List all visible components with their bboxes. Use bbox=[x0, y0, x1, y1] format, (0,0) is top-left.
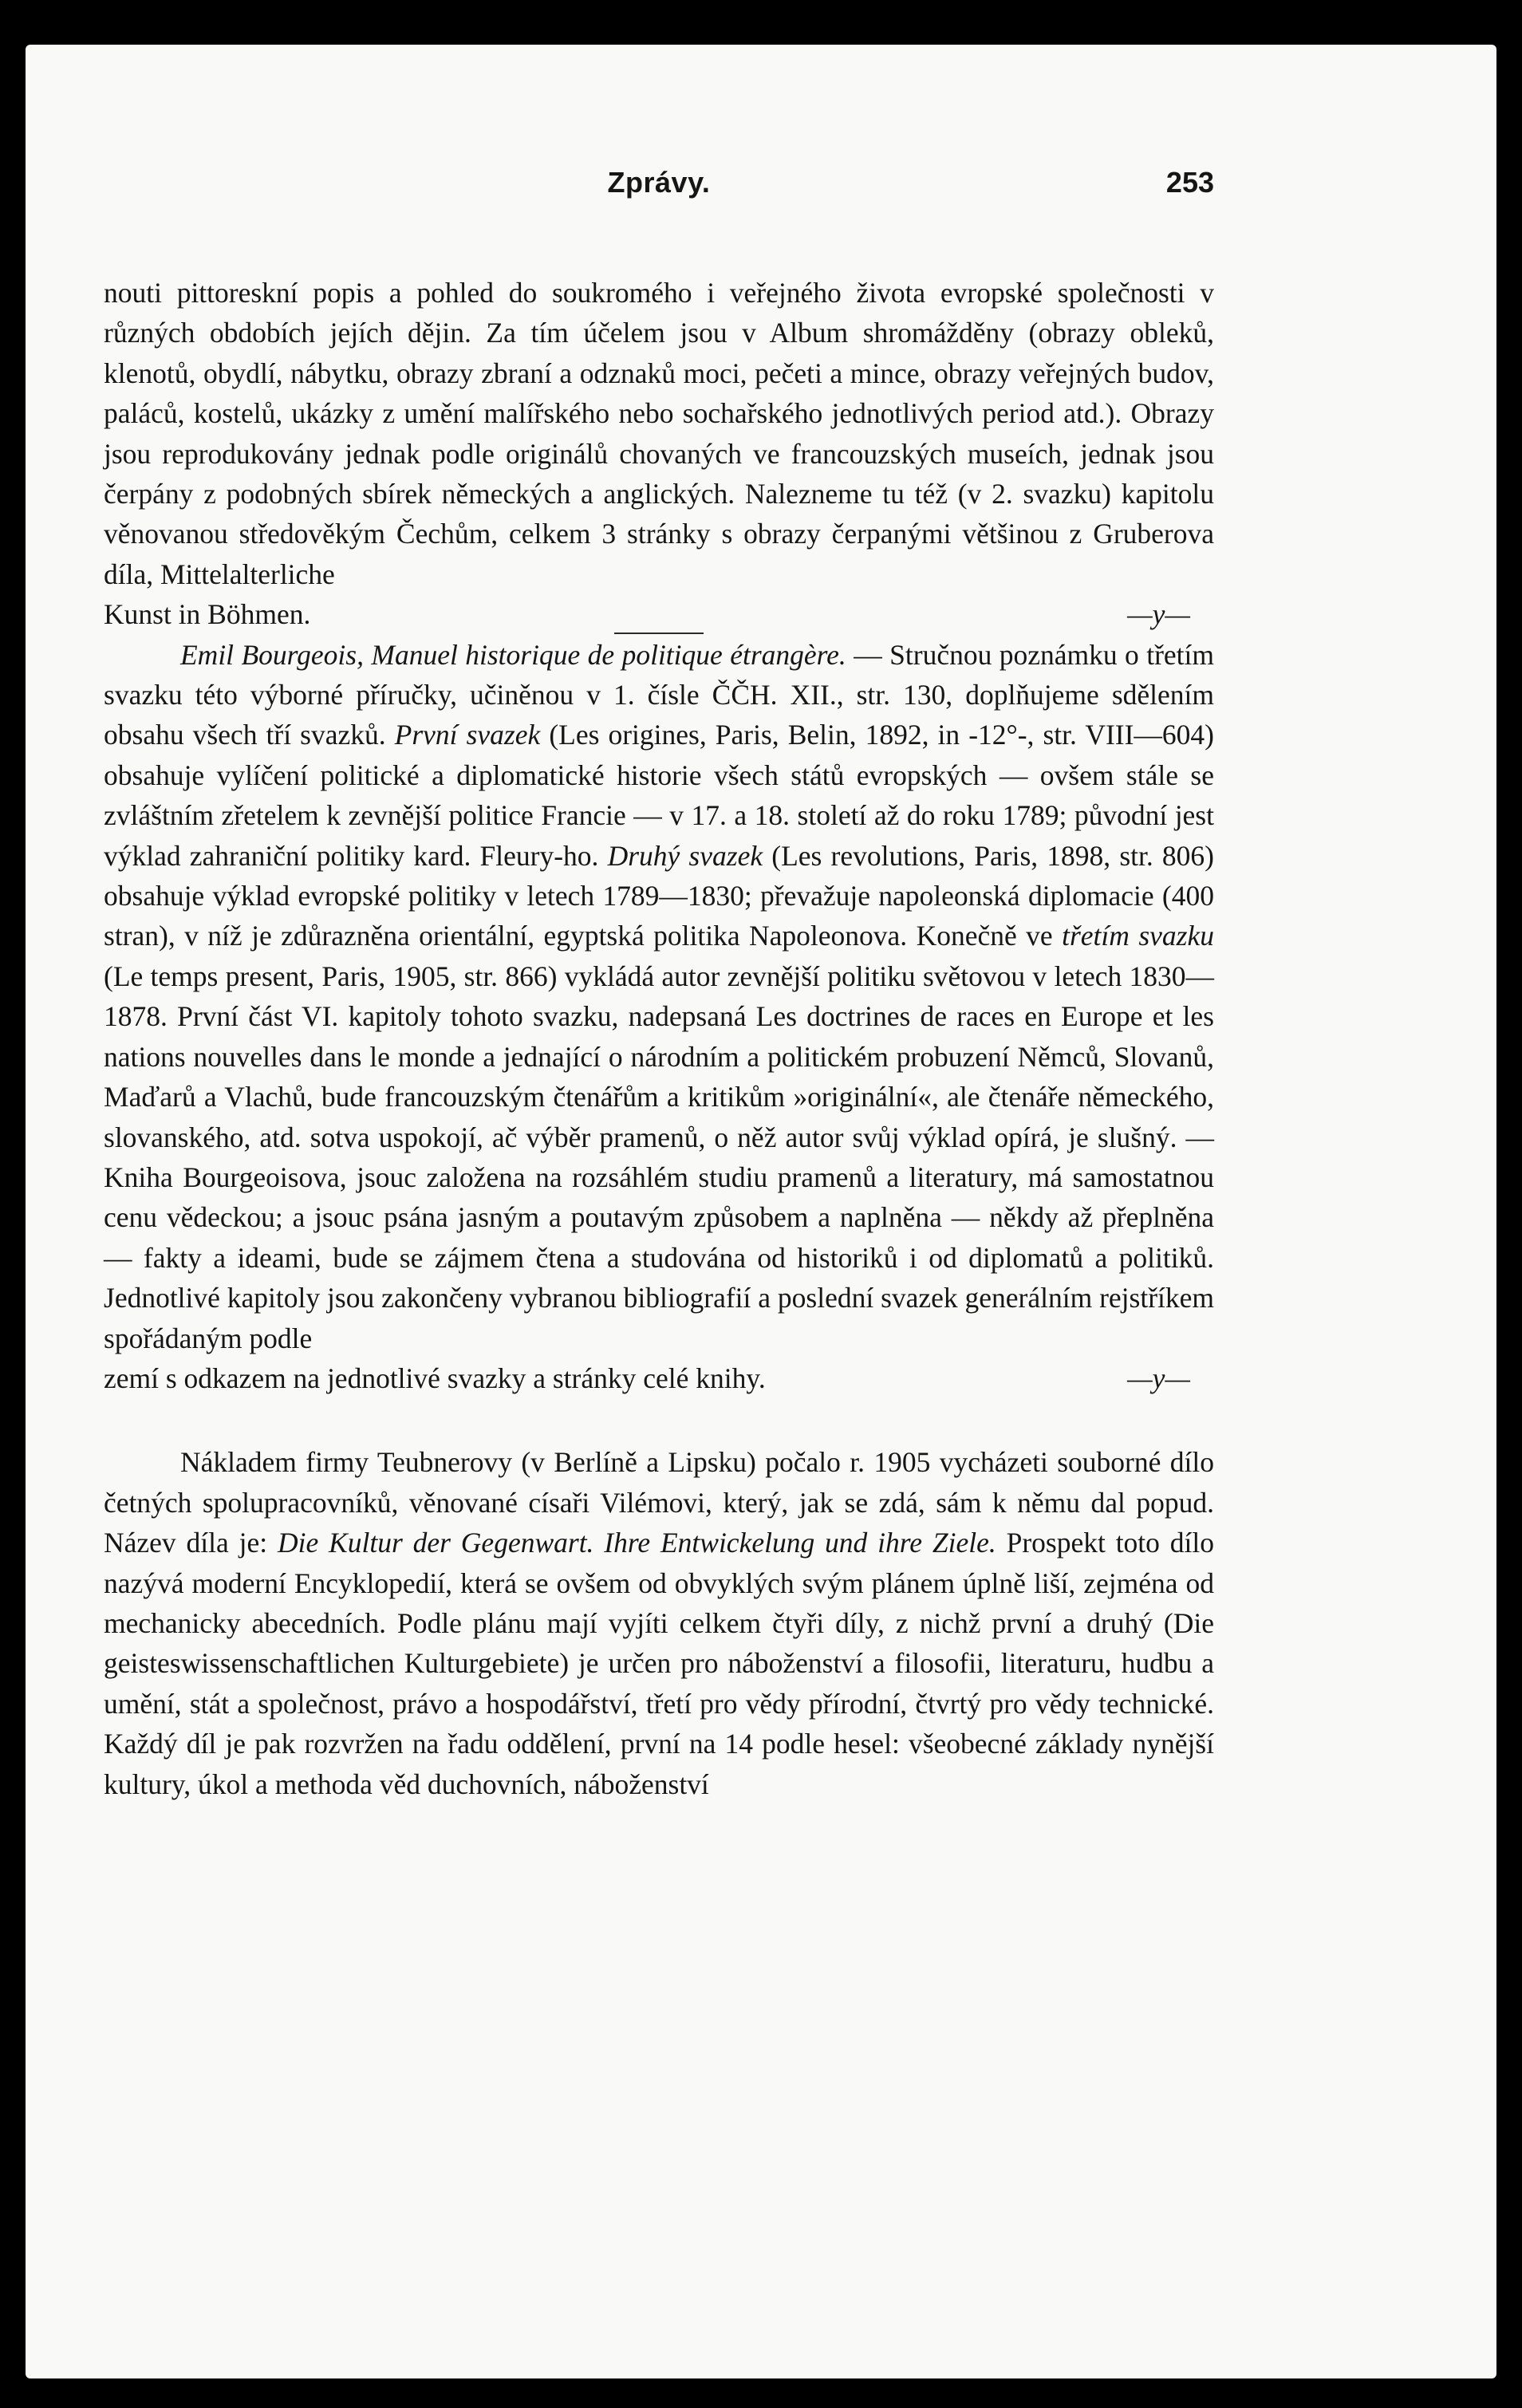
paragraph-last-line: Kunst in Böhmen. bbox=[104, 598, 311, 631]
review-text: (Les origines, Paris, Belin, 1892, in -12°-, str. VIII—604) obsahuje vylíčení politické a diplomatické historie všech států evropských — ovšem stále se zvláštním zřetelem k zevnější politice Francie — v 17. a 18. století až do roku 1789; původní jest výklad zahraniční politiky kard. Fleury-ho. bbox=[104, 719, 1214, 872]
review-paragraph bbox=[104, 1442, 1214, 1804]
review-book-title: Manuel historique de politique étrangère. bbox=[371, 638, 846, 671]
author-signature: —y— bbox=[1127, 598, 1190, 631]
continued-paragraph bbox=[104, 273, 1214, 635]
review-text: (Le temps present, Paris, 1905, str. 866) vykládá autor zevnější politiku světovou v letech 1830—1878. První část VI. kapitoly tohoto svazku, nadepsaná Les doctrines de races en Europe et les nations nouvelles dans le monde a jednající o národním a politickém probuzení Němců, Slovanů, Maďarů a Vlachů, bude francouzským čtenářům a kritikům »originální«, ale čtenáře německého, slovanského, atd. sotva uspokojí, ač výběr pramenů, o něž autor svůj výklad opírá, je slušný. — Kniha Bourgeoisova, jsouc založena na rozsáhlém studiu pramenů a literatury, má samostatnou cenu vědeckou; a jsouc psána jasným a poutavým způsobem a naplněna — někdy až přeplněna — fakty a ideami, bude se zájmem čtena a studována od historiků i od diplomatů a politiků. Jednotlivé kapitoly jsou zakončeny vybranou bibliografií a poslední svazek generálním rejstříkem spořádaným podle bbox=[104, 960, 1215, 1354]
review-author: Emil Bourgeois, bbox=[180, 638, 364, 671]
volume-two-label: Druhý svazek bbox=[607, 839, 763, 872]
review-paragraph bbox=[104, 635, 1214, 1358]
paragraph-last-line: zemí s odkazem na jednotlivé svazky a stránky celé knihy. bbox=[104, 1362, 766, 1394]
paragraph-text: nouti pittoreskní popis a pohled do soukromého i veřejného života evropské společnosti v různých obdobích jejích dějin. Za tím účelem jsou v Album shromážděny (obrazy obleků, klenotů, obydlí, nábytku, obrazy zbraní a odznaků moci, pečeti a mince, obrazy veřejných budov, paláců, kostelů, ukázky z umění malířského nebo sochařského jednotlivých period atd.). Obrazy jsou reprodukovány jednak podle originálů chovaných ve francouzských museích, jednak jsou čerpány z podobných sbírek německých a anglických. Nalezneme tu též (v 2. svazku) kapitolu věnovanou středověkým Čechům, celkem 3 stránky s obrazy čerpanými většinou z Gruberova díla, Mittelalterliche bbox=[104, 277, 1214, 590]
work-title: Die Kultur der Gegenwart. Ihre Entwickelung und ihre Ziele. bbox=[277, 1527, 996, 1559]
section-divider bbox=[614, 633, 704, 634]
running-head bbox=[104, 166, 1214, 222]
review-text: — Stručnou poznámku o třetím svazku této výborné příručky, učiněnou v 1. čísle ČČH. XII., str. 130, doplňujeme sdělením obsahu všech tří svazků. bbox=[104, 638, 1214, 751]
section-gap bbox=[104, 1398, 1214, 1442]
paragraph-ending bbox=[104, 594, 1214, 634]
paragraph-ending bbox=[104, 1358, 1214, 1398]
review-text: Prospekt toto dílo nazývá moderní Encyklopedií, která se ovšem od obvyklých svým plánem úplně liší, zejména od mechanicky abecedních. Podle plánu mají vyjíti celkem čtyři díly, z nichž první a druhý (Die geisteswissenschaftlichen Kulturgebiete) je určen pro náboženství a filosofii, literaturu, hudbu a umění, stát a společnost, právo a hospodářství, třetí pro vědy přírodní, čtvrtý pro vědy technické. Každý díl je pak rozvržen na řadu oddělení, první na 14 podle hesel: všeobecné základy nynější kultury, úkol a methoda věd duchovních, náboženství bbox=[104, 1527, 1215, 1800]
volume-one-label: První svazek bbox=[394, 719, 541, 751]
page-number: 253 bbox=[1165, 166, 1214, 199]
volume-three-label: třetím svazku bbox=[1062, 920, 1214, 952]
review-text: (Les revolutions, Paris, 1898, str. 806) obsahuje výklad evropské politiky v letech 1789—1830; převažuje napoleonská diplomacie (400 stran), v níž je zdůrazněna orientální, egyptská politika Napoleonova. Konečně ve bbox=[104, 839, 1215, 952]
running-title: Zprávy. bbox=[607, 166, 711, 199]
text-column bbox=[104, 273, 1214, 1804]
review-bourgeois bbox=[104, 635, 1214, 1399]
review-text: Nákladem firmy Teubnerovy (v Berlíně a Lipsku) počalo r. 1905 vycházeti souborné dílo četných spolupracovníků, věnované císaři Vilémovi, který, jak se zdá, sám k němu dal popud. Název díla je: bbox=[104, 1446, 1214, 1559]
author-signature: —y— bbox=[1127, 1362, 1190, 1394]
review-teubner bbox=[104, 1442, 1214, 1804]
